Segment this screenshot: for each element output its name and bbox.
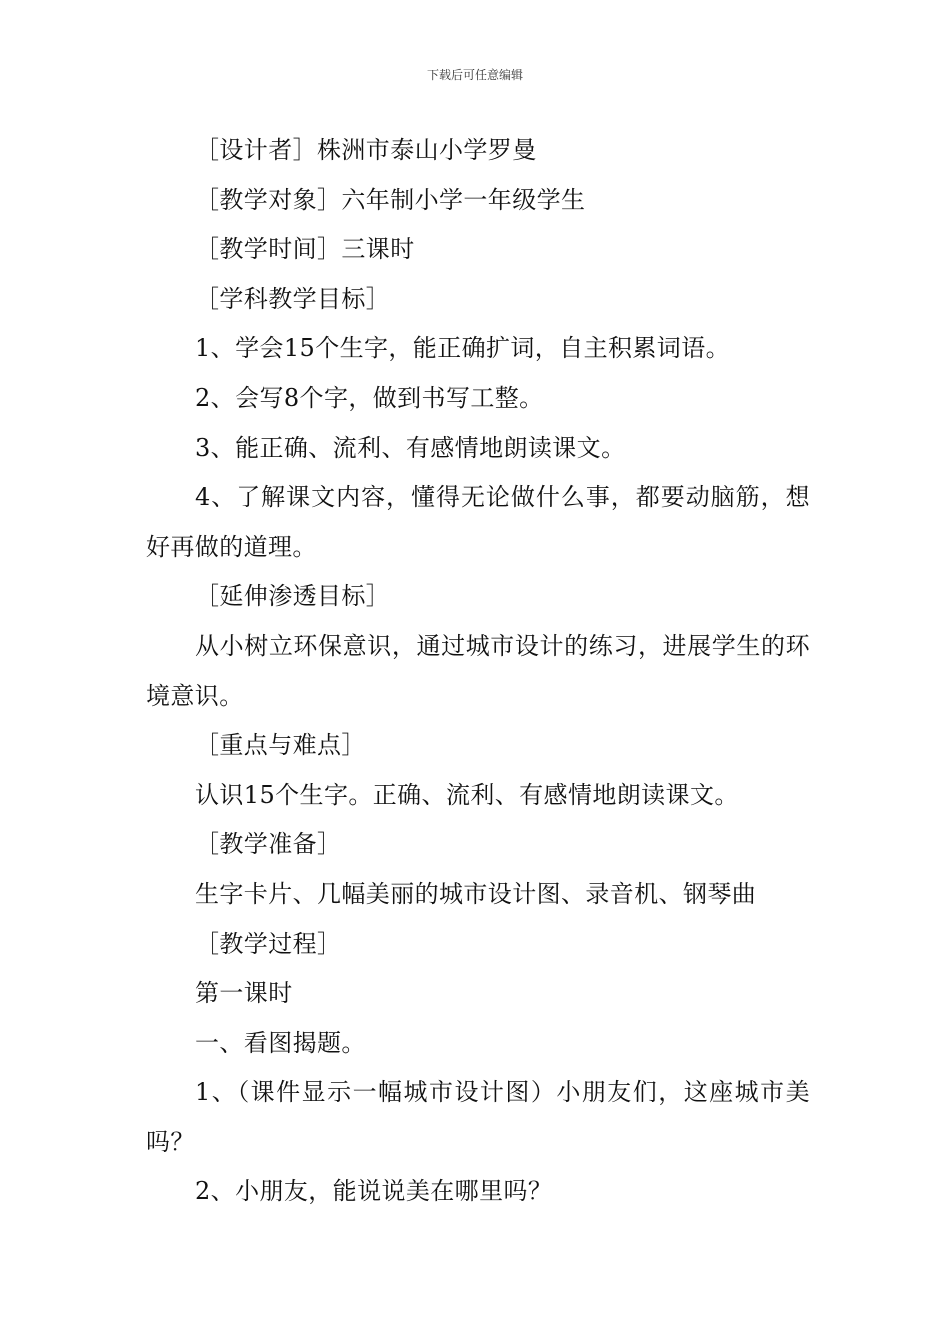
process-heading: ［教学过程］ (195, 929, 342, 958)
process-item-1: 1、（课件显示一幅城市设计图）小朋友们，这座城市美吗？ (146, 1078, 810, 1156)
teaching-target-line: ［教学对象］六年制小学一年级学生 (195, 185, 586, 214)
goal-item-4: 4、了解课文内容，懂得无论做什么事，都要动脑筋，想好再做的道理。 (146, 483, 810, 561)
teaching-time-line: ［教学时间］三课时 (195, 235, 415, 264)
goal-item-3: 3、能正确、流利、有感情地朗读课文。 (195, 433, 626, 462)
page-header-note: 下载后可任意编辑 (426, 68, 523, 82)
section-one-heading: 一、看图揭题。 (195, 1028, 366, 1057)
preparation-heading: ［教学准备］ (195, 830, 342, 859)
subject-goals-heading: ［学科教学目标］ (195, 284, 391, 313)
process-item-2: 2、小朋友，能说说美在哪里吗？ (195, 1177, 553, 1206)
preparation-text: 生字卡片、几幅美丽的城市设计图、录音机、钢琴曲 (195, 879, 757, 908)
goal-item-2: 2、会写8个字，做到书写工整。 (195, 383, 544, 412)
designer-line: ［设计者］株洲市泰山小学罗曼 (195, 136, 537, 164)
document-body (146, 126, 810, 1217)
extension-goals-text: 从小树立环保意识，通过城市设计的练习，进展学生的环境意识。 (146, 631, 810, 710)
first-lesson-heading: 第一课时 (195, 979, 293, 1008)
key-points-heading: ［重点与难点］ (195, 731, 366, 760)
goal-item-1: 1、学会15个生字，能正确扩词，自主积累词语。 (195, 334, 731, 363)
extension-goals-heading: ［延伸渗透目标］ (195, 582, 391, 611)
key-points-text: 认识15个生字。正确、流利、有感情地朗读课文。 (195, 780, 739, 809)
